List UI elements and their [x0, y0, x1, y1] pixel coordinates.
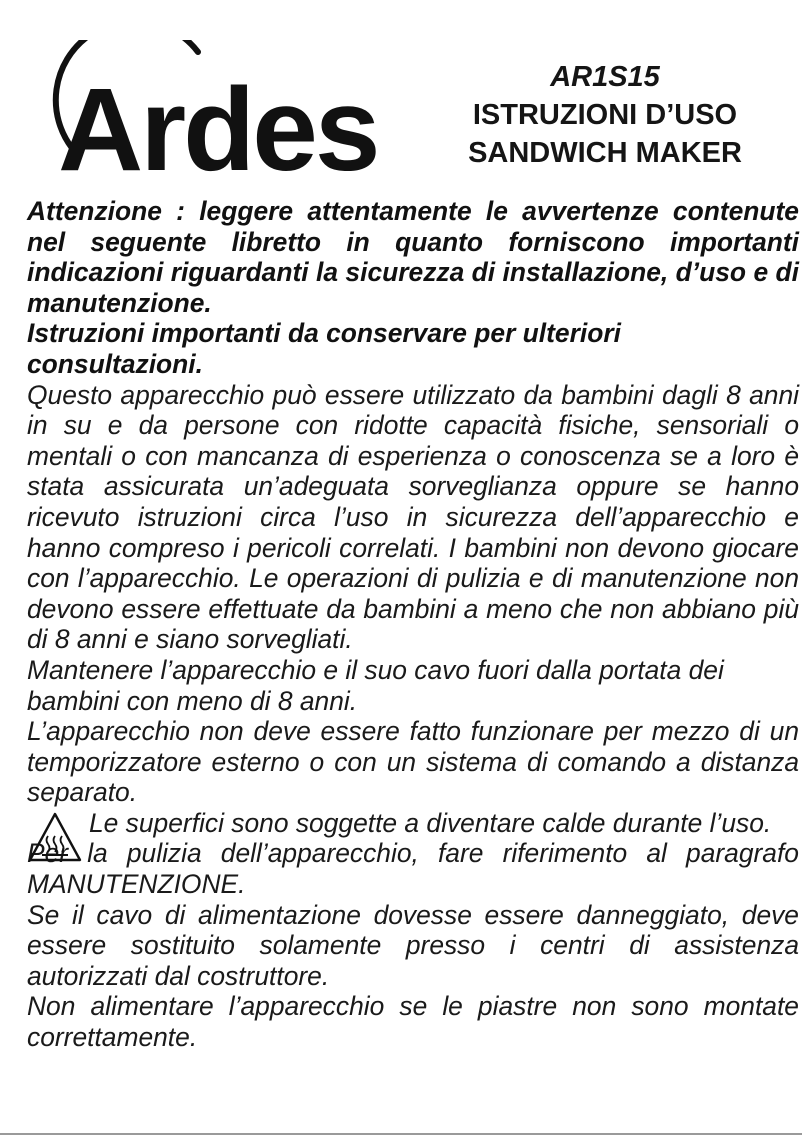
paragraph-children-use: Questo apparecchio può essere utilizzato da bambini dagli 8 anni in su e da persone con ridotte capacità fisiche, sensoriali o mentali o con mancanza di esperienza o conoscenza se a loro è stata assicurata un’adeguata sorveglianza oppure se hanno ricevuto istruzioni circa l’uso in sicurezza dell’apparecchio e hanno compreso i pericoli correlati. I bambini non devono giocare con l’apparecchio. Le operazioni di pulizia e di manutenzione non devono essere effettuate da bambini a meno che non abbiano più di 8 anni e siano sorvegliati. — [27, 379, 799, 655]
warning-keep-instructions: Istruzioni importanti da conservare per ulteriori consultazioni. — [27, 318, 621, 379]
warning-read-carefully: Attenzione : leggere attentamente le avvertenze contenute nel seguente libretto in quanto forniscono importanti indicazioni riguardanti la sicurezza di installazione, d’uso e di manutenzione. — [27, 196, 799, 318]
paragraph-hot-surfaces — [27, 808, 799, 839]
document-header — [440, 58, 770, 172]
paragraph-cleaning: Per la pulizia dell’apparecchio, fare riferimento al paragrafo MANUTENZIONE. — [27, 838, 799, 900]
paragraph-plates-mounted: Non alimentare l’apparecchio se le piastre non sono montate correttamente. — [27, 991, 799, 1053]
paragraph-damaged-cable: Se il cavo di alimentazione dovesse essere danneggiato, deve essere sostituito solamente presso i centri di assistenza autorizzati dal costruttore. — [27, 899, 799, 991]
model-number: AR1S15 — [550, 61, 660, 93]
safety-instructions — [27, 196, 799, 1053]
document-title: ISTRUZIONI D’USO — [472, 99, 738, 131]
product-name: SANDWICH MAKER — [468, 137, 742, 169]
brand-logo — [48, 40, 388, 180]
hot-surfaces-text: Le superfici sono soggette a diventare calde durante l’uso. — [89, 807, 772, 838]
hot-surface-warning-icon — [27, 810, 83, 866]
bottom-divider — [0, 1133, 802, 1135]
paragraph-keep-cable-away: Mantenere l’apparecchio e il suo cavo fuori dalla portata dei bambini con meno di 8 anni. — [27, 654, 724, 716]
brand-logo-text: Ardes — [58, 64, 378, 180]
paragraph-no-timer: L’apparecchio non deve essere fatto funzionare per mezzo di un temporizzatore esterno o con un sistema di comando a distanza separato. — [27, 716, 799, 808]
